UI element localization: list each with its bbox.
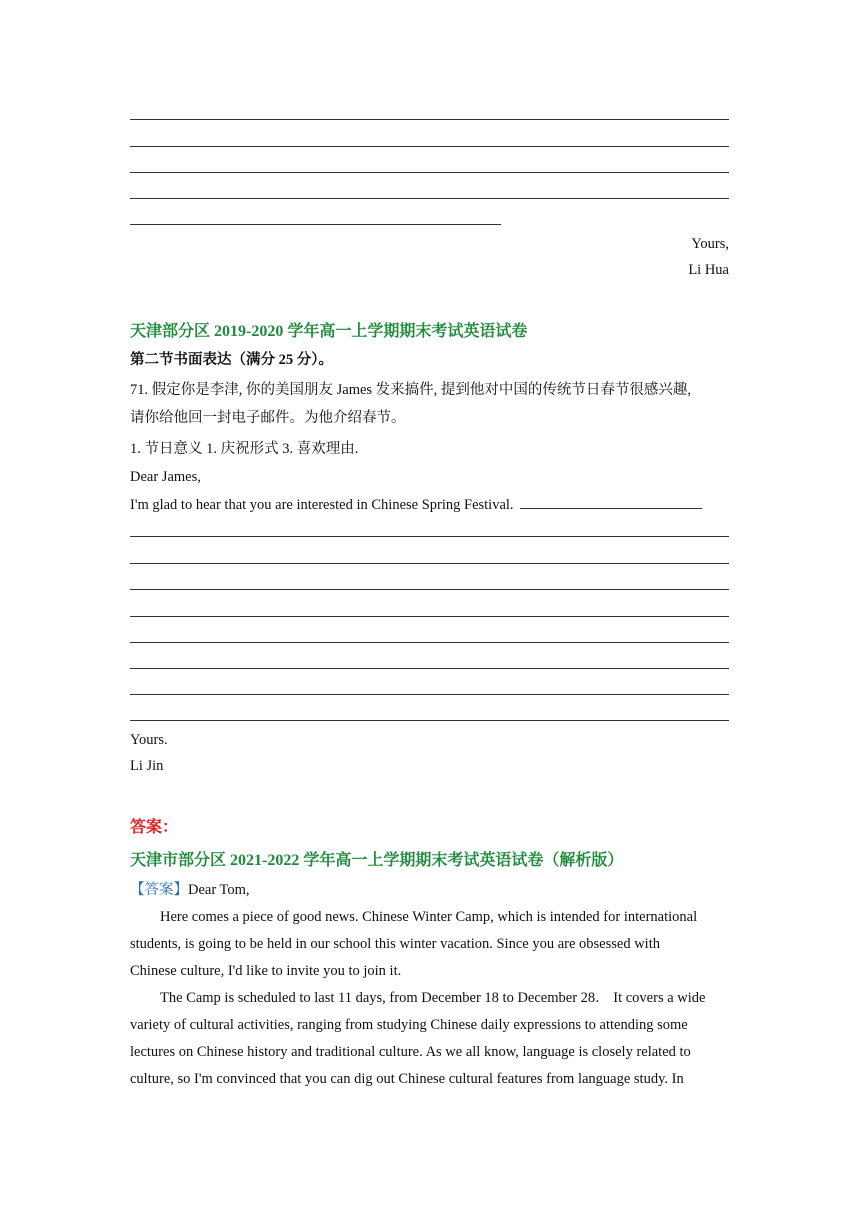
answer-greeting: Dear Tom, (188, 882, 250, 898)
letter-opening-text: I'm glad to hear that you are interested in Chinese Spring Festival. (130, 497, 514, 513)
answer-paragraph-2 (130, 985, 730, 1093)
writing-line (130, 563, 729, 564)
writing-line (130, 224, 501, 225)
writing-line (130, 642, 729, 643)
question-prompt-line2: 请你给他回一封电子邮件。为他介绍春节。 (130, 410, 406, 426)
writing-line (130, 119, 729, 120)
writing-line (130, 720, 729, 721)
letter-signature: Li Hua (688, 262, 729, 278)
writing-line (130, 536, 729, 537)
answer-source-title: 天津市部分区 2021-2022 学年高一上学期期末考试英语试卷（解析版） (130, 852, 624, 869)
writing-line (130, 668, 729, 669)
answer-paragraph-1 (130, 904, 730, 985)
letter-closing: Yours, (691, 236, 729, 252)
writing-line (130, 198, 729, 199)
paragraph-line: culture, so I'm convinced that you can dig out Chinese cultural features from language study. In (130, 1071, 684, 1087)
letter-signature: Li Jin (130, 758, 164, 774)
section-subtitle: 第二节书面表达（满分 25 分）。 (130, 352, 333, 368)
paragraph-line: students, is going to be held in our school this winter vacation. Since you are obsessed with (130, 936, 660, 952)
answer-blank (520, 494, 702, 509)
answer-label: 答案： (130, 819, 179, 836)
paragraph-line: The Camp is scheduled to last 11 days, from December 18 to December 28． It covers a wide (160, 990, 706, 1006)
answer-greeting-line (130, 880, 250, 900)
section-title: 天津部分区 2019-2020 学年高一上学期期末考试英语试卷 (130, 323, 528, 340)
paragraph-line: Here comes a piece of good news. Chinese Winter Camp, which is intended for international (160, 909, 698, 925)
question-prompt-line1: 71. 假定你是李津, 你的美国朋友 James 发来搞件, 提到他对中国的传统节日春节很感兴趣, (130, 382, 692, 398)
question-points: 1. 节日意义 1. 庆祝形式 3. 喜欢理由. (130, 441, 359, 457)
writing-line (130, 146, 729, 147)
paragraph-line: lectures on Chinese history and traditional culture. As we all know, language is closely related to (130, 1044, 691, 1060)
paragraph-line: Chinese culture, I'd like to invite you to join it. (130, 963, 402, 979)
writing-line (130, 172, 729, 173)
letter-greeting: Dear James, (130, 469, 201, 485)
writing-line (130, 616, 729, 617)
letter-closing: Yours. (130, 732, 168, 748)
writing-line (130, 589, 729, 590)
answer-tag: 【答案】 (130, 882, 188, 898)
writing-line (130, 694, 729, 695)
letter-opening-line (130, 494, 702, 515)
paragraph-line: variety of cultural activities, ranging from studying Chinese daily expressions to attending some (130, 1017, 688, 1033)
